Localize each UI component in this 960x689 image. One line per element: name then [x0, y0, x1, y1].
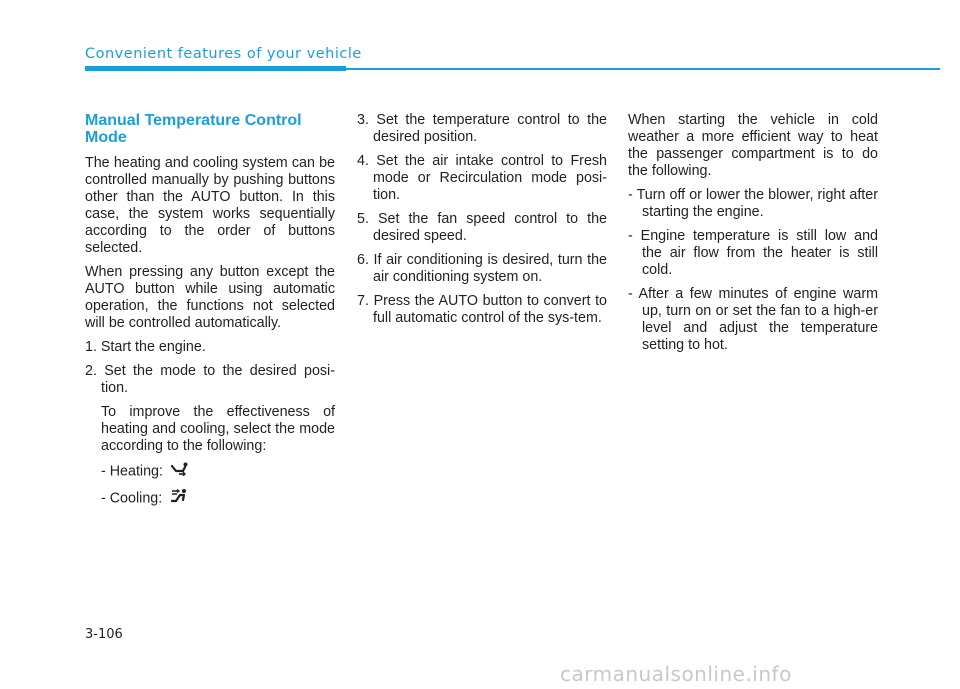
step-3: 3. Set the temperature control to the desired position.	[357, 112, 607, 145]
face-mode-icon	[170, 488, 188, 509]
column-2	[357, 112, 607, 334]
paragraph: The heating and cooling system can be controlled manually by pushing buttons other than the AUTO button. In this case, the system works sequentially according to the order of buttons selected.	[85, 155, 335, 256]
paragraph: When pressing any button except the AUTO button while using automatic operation, the functions not selected will be controlled automatically.	[85, 264, 335, 331]
paragraph: When starting the vehicle in cold weather a more efficient way to heat the passenger compartment is to do the following.	[628, 112, 878, 179]
section-heading: Manual Temperature Control Mode	[85, 112, 302, 146]
heating-item	[85, 462, 335, 481]
header-rule	[346, 68, 940, 70]
heating-label: - Heating:	[101, 463, 163, 480]
step-7: 7. Press the AUTO button to convert to full automatic control of the sys-tem.	[357, 293, 607, 326]
page-number: 3-106	[85, 627, 123, 642]
tip-3: - After a few minutes of engine warm up, turn on or set the fan to a high-er level and adjust the temperature setting to hot.	[628, 286, 878, 353]
watermark: carmanualsonline.info	[560, 662, 792, 686]
header-accent-bar	[85, 66, 346, 71]
tip-1: - Turn off or lower the blower, right after starting the engine.	[628, 187, 878, 220]
floor-mode-icon	[171, 462, 189, 481]
step-4: 4. Set the air intake control to Fresh mode or Recirculation mode posi-tion.	[357, 153, 607, 203]
step-1: 1. Start the engine.	[85, 339, 206, 355]
step-5: 5. Set the fan speed control to the desired speed.	[357, 211, 607, 244]
tip-2: - Engine temperature is still low and the air flow from the heater is still cold.	[628, 228, 878, 278]
step-2-note: To improve the effectiveness of heating and cooling, select the mode according to the following:	[101, 404, 335, 454]
column-1	[85, 112, 335, 516]
section-title: Convenient features of your vehicle	[85, 46, 362, 62]
cooling-label: - Cooling:	[101, 490, 163, 507]
step-2: 2. Set the mode to the desired posi-tion.	[85, 363, 335, 396]
column-3	[628, 112, 878, 361]
step-6: 6. If air conditioning is desired, turn the air conditioning system on.	[357, 252, 607, 285]
cooling-item	[85, 488, 335, 509]
